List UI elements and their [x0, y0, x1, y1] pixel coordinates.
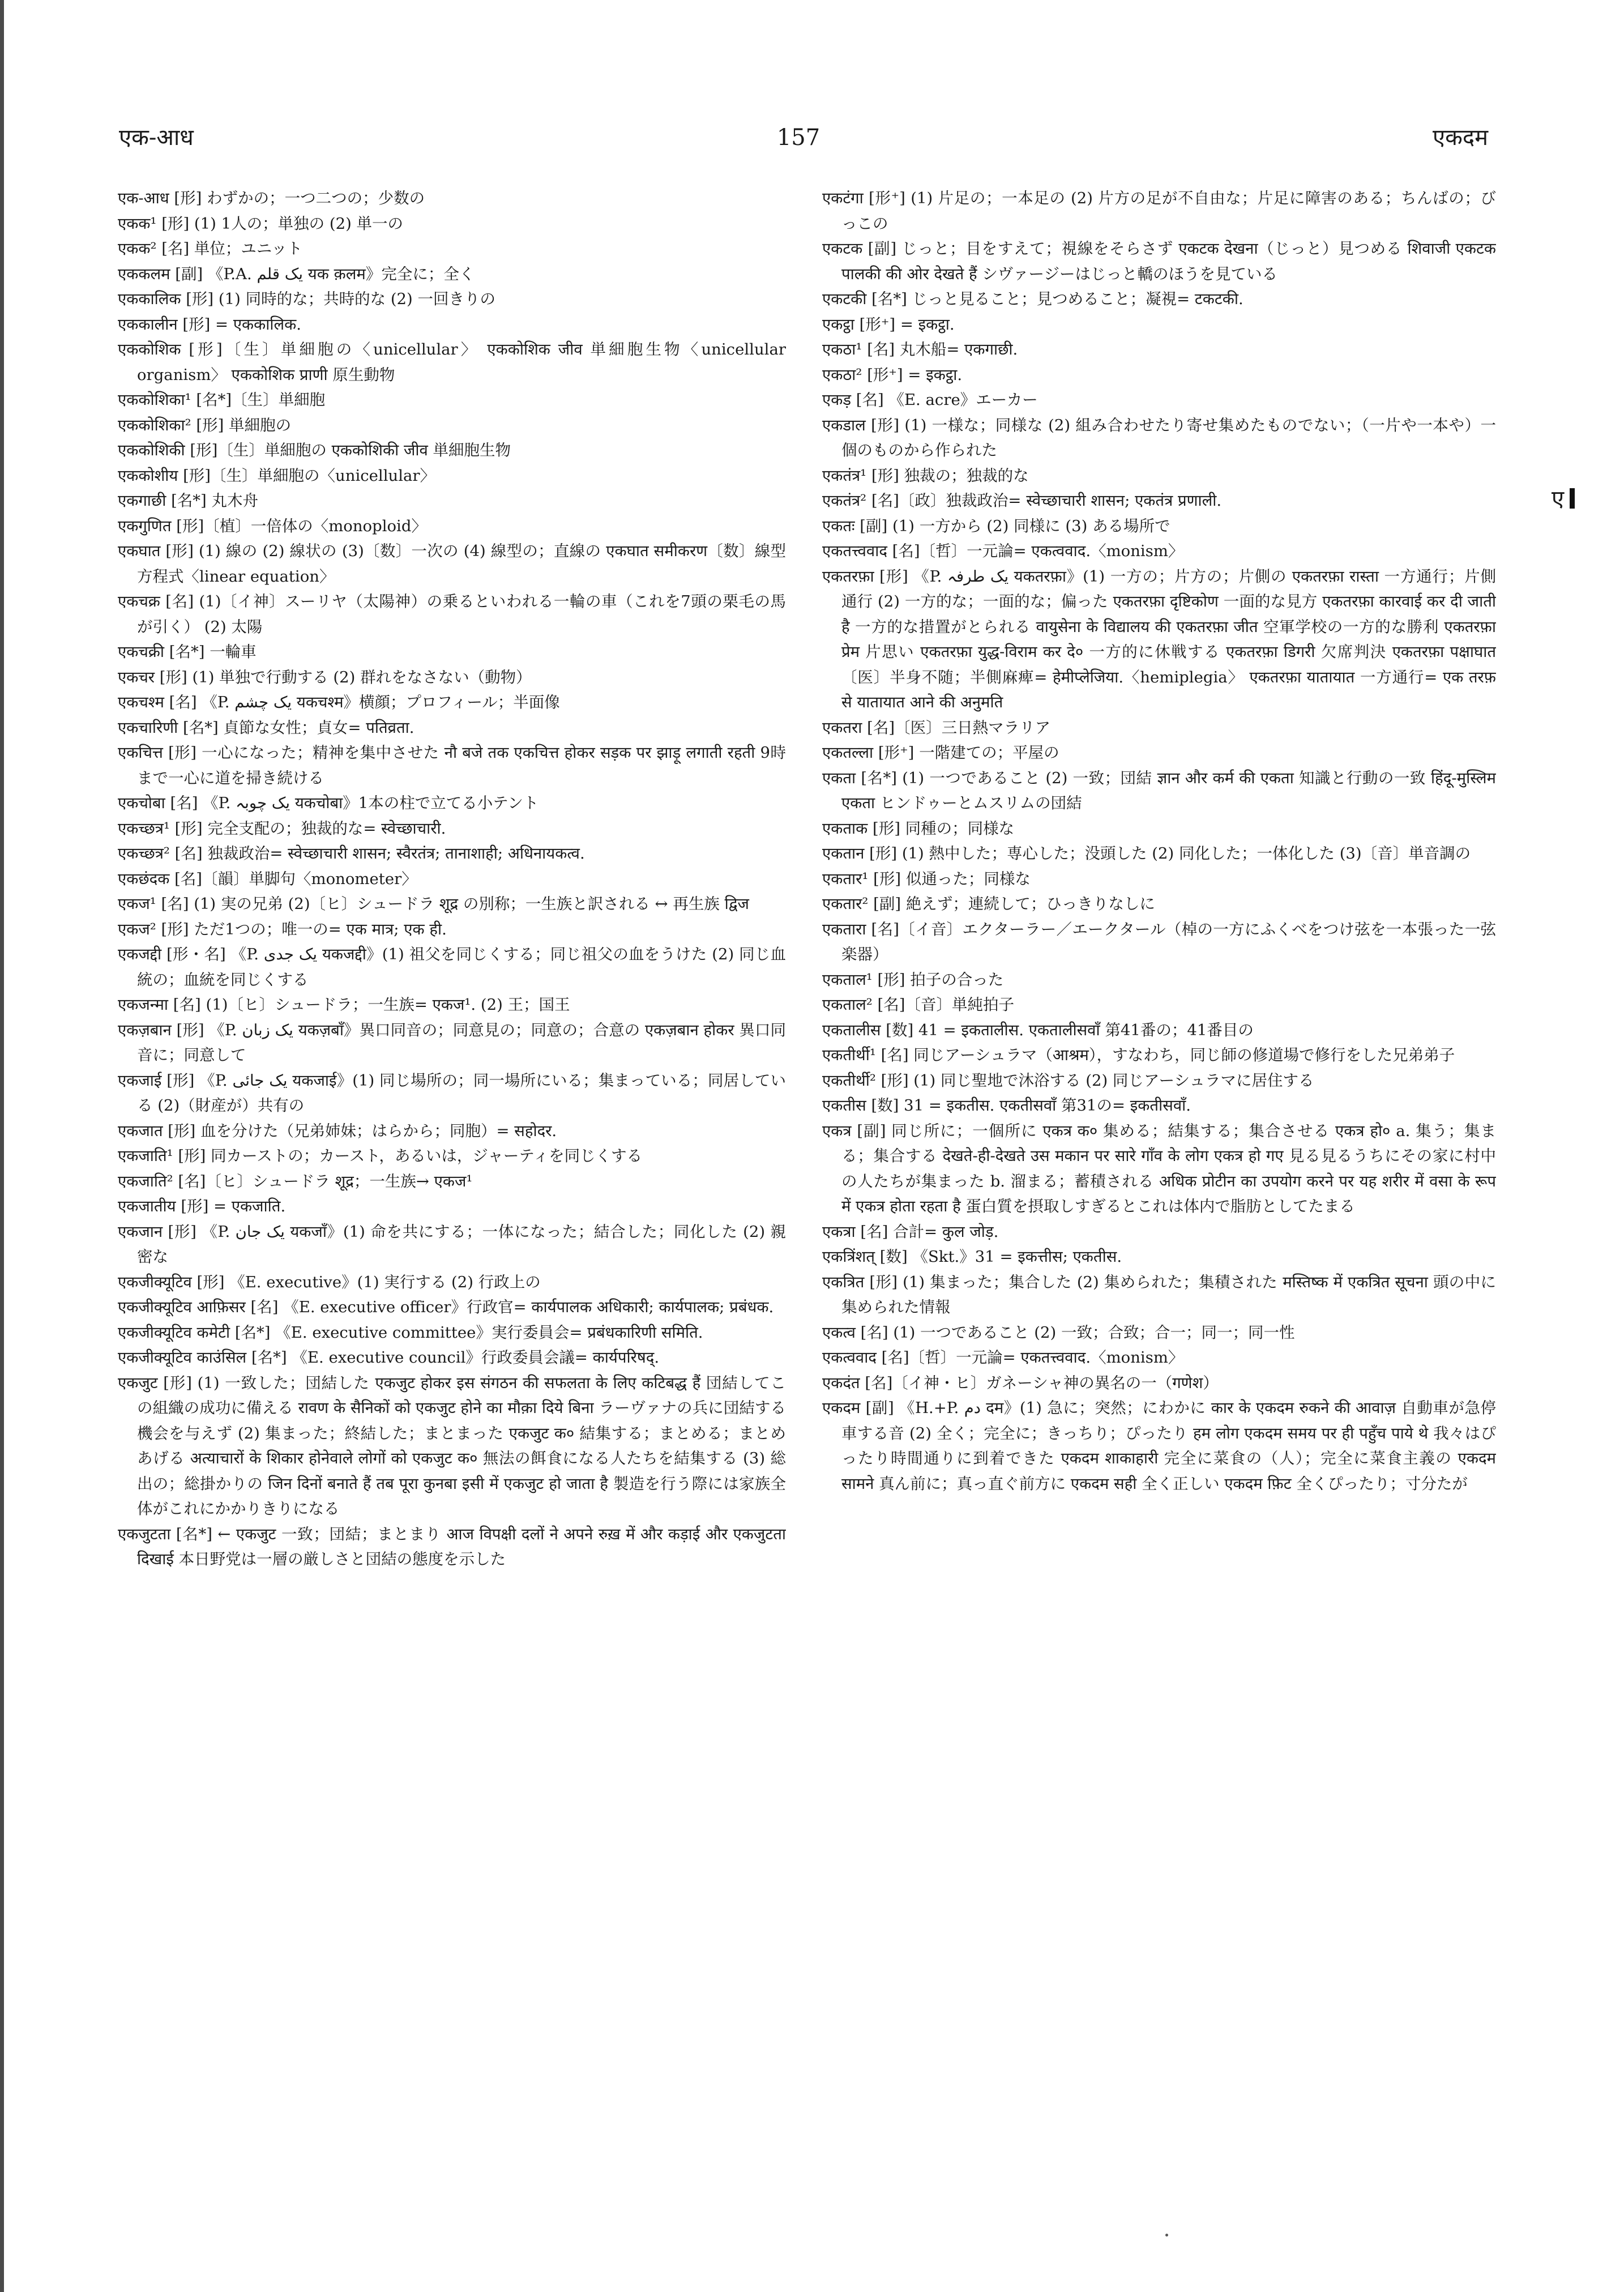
dictionary-entry: एकदंत [名]〔イ神・ヒ〕ガネーシャ神の異名の一（गणेश）	[822, 1373, 1219, 1392]
running-head-right: एकदम	[1433, 125, 1488, 151]
dictionary-entry: एकतः [副] (1) 一方から (2) 同様に (3) ある場所で	[822, 517, 1170, 535]
dictionary-entry: एकतीर्थी¹ [名] 同じアーシュラマ（आश्रम），すなわち，同じ師の修道場で修行をした兄弟弟子	[822, 1046, 1455, 1064]
dictionary-entry: एकजीक्यूटिव आफ़िसर [名] 《E. executive officer》行政官= कार्यपालक अधिकारी; कार्यपालक; प्रबंधक.	[118, 1298, 774, 1316]
dictionary-entry: एकतालीस [数] 41 = इकतालीस. एकतालीसवाँ 第41番の；41番目の	[822, 1021, 1254, 1039]
dictionary-entry: एकतंत्र² [名]〔政〕独裁政治= स्वेच्छाचारी शासन; एकतंत्र प्रणाली.	[822, 492, 1222, 510]
dictionary-entry: एकताल¹ [形] 拍子の合った	[822, 970, 1004, 989]
dictionary-entry: एकगुणित [形]〔植〕一倍体の〈monoploid〉	[118, 517, 427, 535]
dictionary-entry: एकत्र [副] 同じ所に；一個所に एकत्र क० 集める；結集する；集合させる एकत्र हो० a. 集う；集まる；集合する देखते-ही-देखते उस मकान पर सारे गाँव के लोग एकत्र हो गए 見る見るうちにその家に村中の人たちが集まった b. 溜まる；蓄積される अधिक प्रोटीन का उपयोग करने पर यह शरीर में वसा के रूप में एकत्र होता रहता है 蛋白質を摂取しすぎるとこれは体内で脂肪としてたまる	[822, 1121, 1496, 1215]
dictionary-entry: एकत्रित [形] (1) 集まった；集合した (2) 集められた；集積された मस्तिष्क में एकत्रित सूचना 頭の中に集められた情報	[822, 1273, 1496, 1316]
dictionary-entry: एककोशिका¹ [名*]〔生〕単細胞	[118, 391, 326, 409]
dictionary-entry: एकतत्त्ववाद [名]〔哲〕一元論= एकत्ववाद.〈monism〉	[822, 542, 1184, 560]
scan-speck	[1165, 2234, 1168, 2236]
dictionary-entry: एकतरफ़ा [形] 《P. یک طرفہ यकतरफ़ा》(1) 一方の；片方の；片側の एकतरफ़ा रास्ता 一方通行；片側通行 (2) 一方的な；一面的な；偏った एकतरफ़ा दृष्टिकोण 一面的な見方 एकतरफ़ा कारवाई कर दी जाती है 一方的な措置がとられる वायुसेना के विद्यालय की एकतरफ़ा जीत 空軍学校の一方的な勝利 एकतरफ़ा प्रेम 片思い एकतरफ़ा युद्ध-विराम कर दे० 一方的に休戦する एकतरफ़ा डिगरी 欠席判決 एकतरफ़ा पक्षाघात〔医〕半身不随；半側麻痺= हेमीप्लेजिया.〈hemiplegia〉 एकतरफ़ा यातायात 一方通行= एक तरफ़ से यातायात आने की अनुमति	[822, 567, 1496, 711]
thumb-tab-bar	[1570, 488, 1575, 509]
dictionary-entry: एकजातीय [形] = एकजाति.	[118, 1197, 286, 1215]
dictionary-entry: एकतारा [名]〔イ音〕エクターラー／エークタール（棹の一方にふくべをつけ弦を一本張った一弦楽器）	[822, 920, 1496, 963]
dictionary-entry: एककोशिक [形]〔生〕単細胞の〈unicellular〉 एककोशिक जीव 単細胞生物〈unicellular organism〉 एककोशिक प्राणी 原生動物	[118, 340, 786, 384]
dictionary-entry: एकजुटता [名*] ← एकजुट 一致；団結；まとまり आज विपक्षी दलों ने अपने रुख़ में और कड़ाई और एकजुटता दिखाई 本日野党は一層の厳しさと団結の態度を示した	[118, 1525, 786, 1568]
dictionary-entry: एकचक्री [名*] 一輪車	[118, 643, 257, 661]
dictionary-entry: एकजीक्यूटिव [形] 《E. executive》(1) 実行する (2) 行政上の	[118, 1273, 541, 1291]
dictionary-entry: एककलम [副] 《P.A. یک قلم यक क़लम》完全に；全く	[118, 264, 475, 283]
page-number: 157	[776, 125, 820, 151]
dictionary-entry: एककोशिका² [形] 単細胞の	[118, 416, 292, 434]
dictionary-entry: एकचक्र [名] (1)〔イ神〕スーリヤ（太陽神）の乗るといわれる一輪の車（これを7頭の栗毛の馬が引く） (2) 太陽	[118, 592, 786, 636]
dictionary-entry: एकज² [形] ただ1つの；唯一の= एक मात्र; एक ही.	[118, 920, 447, 938]
dictionary-entry: एकचित्त [形] 一心になった；精神を集中させた नौ बजे तक एकचित्त होकर सड़क पर झाड़ू लगाती रहती 9時まで一心に道を掃き続ける	[118, 744, 786, 787]
dictionary-entry: एकक² [名] 単位；ユニット	[118, 240, 303, 258]
dictionary-entry: एकजान [形] 《P. یک جان यकजाँ》(1) 命を共にする；一体になった；結合した；同化した (2) 親密な	[118, 1222, 786, 1266]
dictionary-entry: एकतार¹ [形] 似通った；同様な	[822, 869, 1031, 888]
dictionary-entry: एकतीस [数] 31 = इकतीस. एकतीसवाँ 第31の= इकतीसवाँ.	[822, 1096, 1191, 1115]
dictionary-entry: एककालिक [形] (1) 同時的な；共時的な (2) 一回きりの	[118, 290, 496, 308]
dictionary-entry: एकजद्दी [形・名] 《P. یک جدی यकजद्दी》(1) 祖父を同じくする；同じ祖父の血をうけた (2) 同じ血統の；血統を同じくする	[118, 945, 786, 989]
dictionary-entry: एकतल्ला [形⁺] 一階建ての；平屋の	[822, 744, 1059, 762]
dictionary-entry: एकजुट [形] (1) 一致した；団結した एकजुट होकर इस संगठन की सफलता के लिए कटिबद्ध हैं 団結してこの組織の成功に備える रावण के सैनिकों को एकजुट होने का मौक़ा दिये बिना ラーヴァナの兵に団結する機会を与えず (2) 集まった；終結した；まとまった एकजुट क० 結集する；まとめる；まとめあげる अत्याचारों के शिकार होनेवाले लोगों को एकजुट क० 無法の餌食になる人たちを結集する (3) 総出の；総掛かりの जिन दिनों बनाते हैं तब पूरा कुनबा इसी में एकजुट हो जाता है 製造を行う際には家族全体がこれにかかりきりになる	[118, 1373, 786, 1518]
dictionary-entry: एकत्व [名] (1) 一つであること (2) 一致；合致；合一；同一；同一性	[822, 1323, 1295, 1342]
dictionary-entry: एकता [名*] (1) 一つであること (2) 一致；団結 ज्ञान और कर्म की एकता 知識と行動の一致 हिंदू-मुस्लिम एकता ヒンドゥーとムスリムの団結	[822, 769, 1496, 812]
dictionary-entry: एकगाछी [名*] 丸木舟	[118, 492, 259, 510]
dictionary-entry: एकछंदक [名]〔韻〕単脚句〈monometer〉	[118, 869, 417, 888]
right-column	[822, 186, 1496, 2151]
dictionary-entry: एकचारिणी [名*] 貞節な女性；貞女= पतिव्रता.	[118, 718, 414, 737]
dictionary-entry: एकक¹ [形] (1) 1人の；単独の (2) 単一の	[118, 214, 404, 233]
dictionary-entry: एकदम [副] 《H.+P. دم दम》(1) 急に；突然；にわかに कार के एकदम रुकने की आवाज़ 自動車が急停車する音 (2) 全く；完全に；きっちり；ぴったり हम लोग एकदम समय पर ही पहुँच पाये थे 我々はぴったり時間通りに到着できた एकदम शाकाहारी 完全に菜食の（人）；完全に菜食主義の एकदम सामने 真ん前に；真っ直ぐ前方に एकदम सही 全く正しい एकदम फ़िट 全くぴったり；寸分たが	[822, 1399, 1496, 1493]
dictionary-entry: एकज¹ [名] (1) 実の兄弟 (2)〔ヒ〕シュードラ शूद्र の別称；一生族と訳される ↔ 再生族 द्विज	[118, 895, 749, 913]
dictionary-entry: एकटक [副] じっと；目をすえて；視線をそらさず एकटक देखना（じっと）見つめる शिवाजी एकटक पालकी की ओर देखते हैं シヴァージーはじっと轎のほうを見ている	[822, 240, 1496, 283]
dictionary-entry: एकचोबा [名] 《P. یک چوبہ यकचोबा》1本の柱で立てる小テント	[118, 794, 539, 812]
dictionary-entry: एकत्रिंशत् [数] 《Skt.》31 = इकत्तीस; एकतीस.	[822, 1248, 1122, 1266]
dictionary-entry: एककालीन [形] = एककालिक.	[118, 315, 302, 334]
dictionary-entry: एकज़बान [形] 《P. یک زبان यकज़बाँ》異口同音の；同意見の；同意の；合意の एकज़बान होकर 異口同音に；同意して	[118, 1021, 786, 1064]
dictionary-entry: एकताक [形] 同種の；同様な	[822, 819, 1015, 838]
dictionary-entry: एककोशीय [形]〔生〕単細胞の〈unicellular〉	[118, 466, 436, 485]
dictionary-entry: एकघात [形] (1) 線の (2) 線状の (3)〔数〕一次の (4) 線型の；直線の एकघात समीकरण〔数〕線型方程式〈linear equation〉	[118, 542, 786, 586]
left-column	[118, 186, 786, 2151]
dictionary-entry: एकच्छत्र² [名] 独裁政治= स्वेच्छाचारी शासन; स्वैरतंत्र; तानाशाही; अधिनायकत्व.	[118, 844, 585, 863]
dictionary-entry: एकटंगा [形⁺] (1) 片足の；一本足の (2) 片方の足が不自由な；片足に障害のある；ちんばの；びっこの	[822, 189, 1496, 233]
dictionary-entry: एकड़ [名] 《E. acre》エーカー	[822, 391, 1038, 409]
dictionary-entry: एकचर [形] (1) 単独で行動する (2) 群れをなさない（動物）	[118, 668, 532, 686]
dictionary-entry: एकतंत्र¹ [形] 独裁の；独裁的な	[822, 466, 1029, 485]
dictionary-entry: एकच्छत्र¹ [形] 完全支配の；独裁的な= स्वेच्छाचारी.	[118, 819, 446, 838]
dictionary-entry: एकतान [形] (1) 熱中した；専心した；没頭した (2) 同化した；一体化した (3)〔音〕単音調の	[822, 844, 1471, 863]
dictionary-entry: एकजाति¹ [形] 同カーストの；カースト，あるいは，ジャーティを同じくする	[118, 1147, 643, 1165]
section-thumb-tab	[1552, 485, 1575, 513]
running-head-left: एक-आध	[119, 125, 194, 151]
dictionary-entry: एकतीर्थी² [形] (1) 同じ聖地で沐浴する (2) 同じアーシュラマに居住する	[822, 1071, 1314, 1090]
dictionary-entry: एकजन्मा [名] (1)〔ヒ〕シュードラ；一生族= एकज¹. (2) 王；国王	[118, 996, 570, 1014]
dictionary-entry: एकजाई [形] 《P. یک جائی यकजाई》(1) 同じ場所の；同一場所にいる；集まっている；同居している (2)（財産が）共有の	[118, 1071, 786, 1115]
dictionary-entry: एकतरा [名]〔医〕三日熱マラリア	[822, 718, 1051, 737]
dictionary-entry: एकत्ववाद [名]〔哲〕一元論= एकतत्त्ववाद.〈monism〉	[822, 1348, 1184, 1367]
dictionary-entry: एकटकी [名*] じっと見ること；見つめること；凝視= टकटकी.	[822, 290, 1243, 308]
dictionary-entry: एकजीक्यूटिव काउंसिल [名*] 《E. executive council》行政委員会議= कार्यपरिषद्.	[118, 1348, 660, 1367]
thumb-tab-letter: ए	[1552, 486, 1565, 512]
dictionary-entry: एकडाल [形] (1) 一様な；同様な (2) 組み合わせたり寄せ集めたものでない；（一片や一本や）一個のものから作られた	[822, 416, 1496, 459]
dictionary-entry: एकचश्म [名] 《P. یک چشم यकचश्म》横顔；プロフィール；半面像	[118, 693, 560, 711]
dictionary-entry: एकट्ठा [形⁺] = इकट्ठा.	[822, 315, 955, 334]
dictionary-entry: एकतार² [副] 絶えず；連続して；ひっきりなしに	[822, 895, 1155, 913]
dictionary-entry: एकजात [形] 血を分けた（兄弟姉妹；はらから；同胞）= सहोदर.	[118, 1121, 557, 1140]
dictionary-entry: एककोशिकी [形]〔生〕単細胞の एककोशिकी जीव 単細胞生物	[118, 441, 511, 459]
scan-left-edge	[0, 0, 4, 2292]
dictionary-entry: एकठा² [形⁺] = इकट्ठा.	[822, 365, 963, 384]
dictionary-entry: एकठा¹ [名] 丸木船= एकगाछी.	[822, 340, 1018, 358]
dictionary-entry: एकताल² [名]〔音〕単純拍子	[822, 996, 1014, 1014]
dictionary-entry: एकत्रा [名] 合計= कुल जोड़.	[822, 1222, 999, 1241]
dictionary-entry: एकजाति² [名]〔ヒ〕シュードラ शूद्र；一生族→ एकज¹	[118, 1172, 473, 1190]
dictionary-entry: एक-आध [形] わずかの；一つ二つの；少数の	[118, 189, 425, 207]
dictionary-entry: एकजीक्यूटिव कमेटी [名*] 《E. executive committee》実行委員会= प्रबंधकारिणी समिति.	[118, 1323, 703, 1342]
